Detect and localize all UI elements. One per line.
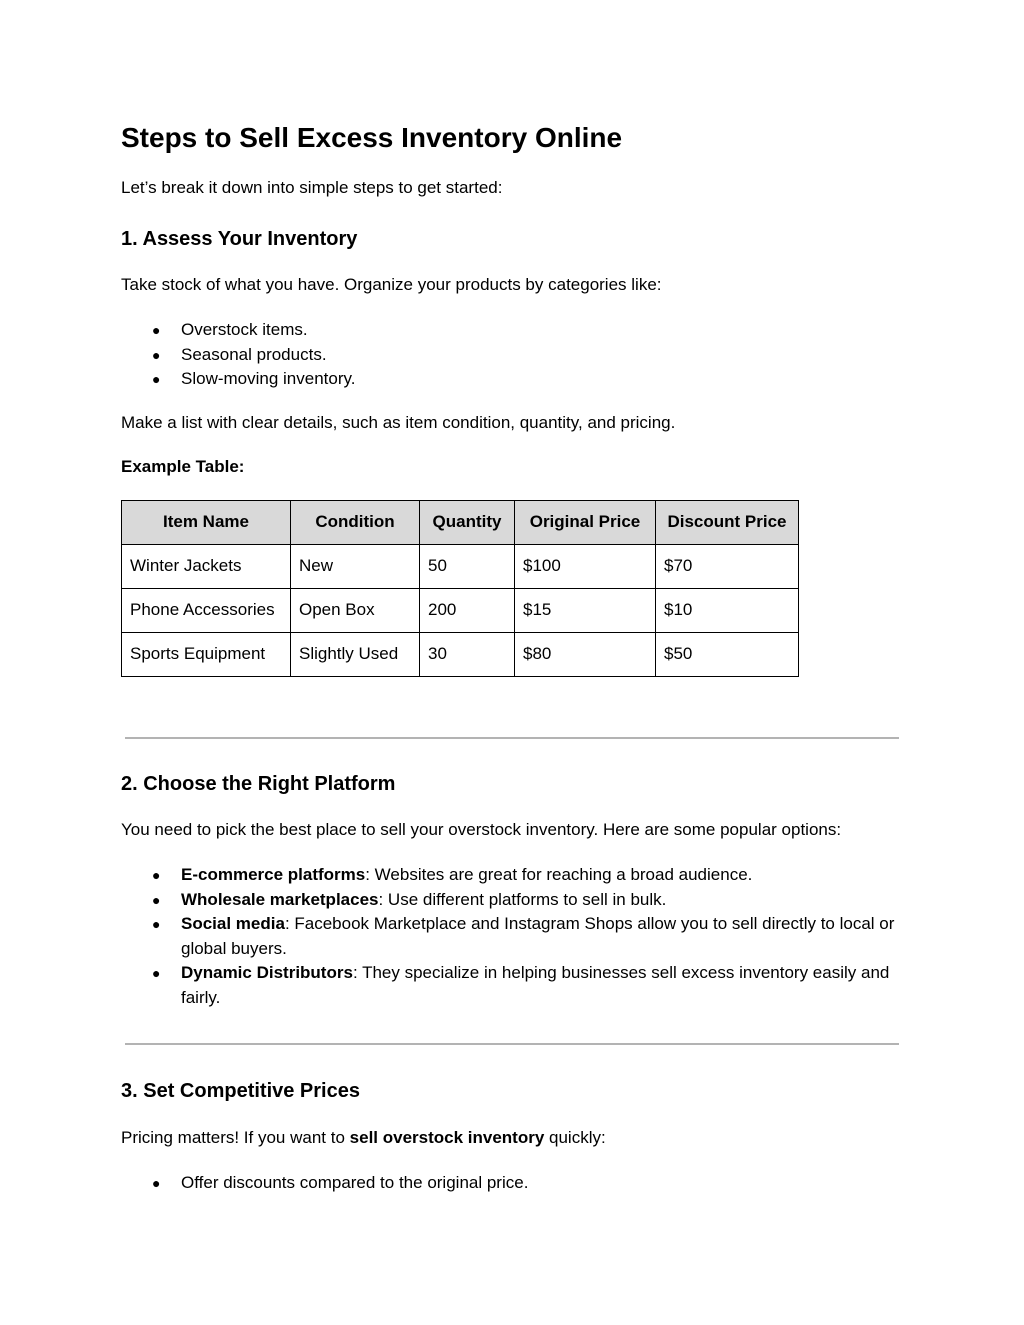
table-cell: $15 <box>515 589 656 633</box>
list-item: ● E-commerce platforms: Websites are great for reaching a broad audience. <box>121 863 901 888</box>
section-2-bullet-list <box>121 863 901 1010</box>
table-header-cell: Condition <box>291 501 420 545</box>
bullet-icon: ● <box>152 371 161 387</box>
section-3-text: Pricing matters! If you want to sell overstock inventory quickly: <box>121 1128 606 1147</box>
bullet-icon: ● <box>152 346 161 363</box>
section-3-heading: 3. Set Competitive Prices <box>121 1080 360 1102</box>
list-item: ● Wholesale marketplaces: Use different platforms to sell in bulk. <box>121 888 901 913</box>
table-cell: $100 <box>515 545 656 589</box>
table-cell: 30 <box>420 633 515 677</box>
section-1-bullet-list <box>121 318 901 392</box>
table-cell: 200 <box>420 589 515 633</box>
list-item: ● Dynamic Distributors: They specialize in helping businesses sell excess inventory easily and fairly. <box>152 963 890 1007</box>
section-1-text: Take stock of what you have. Organize your products by categories like: <box>121 275 662 294</box>
section-2-text: You need to pick the best place to sell your overstock inventory. Here are some popular options: <box>121 820 842 839</box>
table-cell: Winter Jackets <box>122 545 291 589</box>
list-item: ● Social media: Facebook Marketplace and Instagram Shops allow you to sell directly to local or global buyers. <box>152 914 895 958</box>
table-cell: Slightly Used <box>291 633 420 677</box>
table-header-cell: Quantity <box>420 501 515 545</box>
table-header-cell: Discount Price <box>656 501 799 545</box>
inventory-table <box>121 500 799 677</box>
table-cell: Open Box <box>291 589 420 633</box>
table-row <box>122 545 799 589</box>
bullet-icon: ● <box>152 1175 161 1191</box>
table-header-cell: Original Price <box>515 501 656 545</box>
section-1-after-text: Make a list with clear details, such as item condition, quantity, and pricing. <box>121 413 676 432</box>
table-row <box>122 589 799 633</box>
table-cell: Sports Equipment <box>122 633 291 677</box>
table-cell: $50 <box>656 633 799 677</box>
table-cell: 50 <box>420 545 515 589</box>
page-title: Steps to Sell Excess Inventory Online <box>121 122 623 153</box>
list-item: ● Slow-moving inventory. <box>121 367 901 392</box>
table-cell: $70 <box>656 545 799 589</box>
section-2-heading: 2. Choose the Right Platform <box>121 773 396 795</box>
intro-text: Let’s break it down into simple steps to get started: <box>121 178 503 197</box>
list-item: ● Overstock items. <box>121 318 901 343</box>
section-3-bullet-list <box>121 1171 901 1196</box>
table-row <box>122 633 799 677</box>
table-cell: $10 <box>656 589 799 633</box>
bullet-icon: ● <box>152 322 161 338</box>
horizontal-divider <box>125 737 899 739</box>
list-item: ● Offer discounts compared to the original price. <box>121 1171 901 1196</box>
table-label: Example Table: <box>121 457 245 476</box>
list-item: ● Seasonal products. <box>121 343 901 368</box>
bullet-icon: ● <box>152 916 161 932</box>
table-header-row <box>122 501 799 545</box>
bullet-icon: ● <box>152 965 161 981</box>
bullet-icon: ● <box>152 891 161 908</box>
table-cell: $80 <box>515 633 656 677</box>
bullet-icon: ● <box>152 867 161 883</box>
horizontal-divider <box>125 1043 899 1045</box>
section-1-heading: 1. Assess Your Inventory <box>121 228 358 250</box>
table-cell: New <box>291 545 420 589</box>
table-header-cell: Item Name <box>122 501 291 545</box>
table-cell: Phone Accessories <box>122 589 291 633</box>
